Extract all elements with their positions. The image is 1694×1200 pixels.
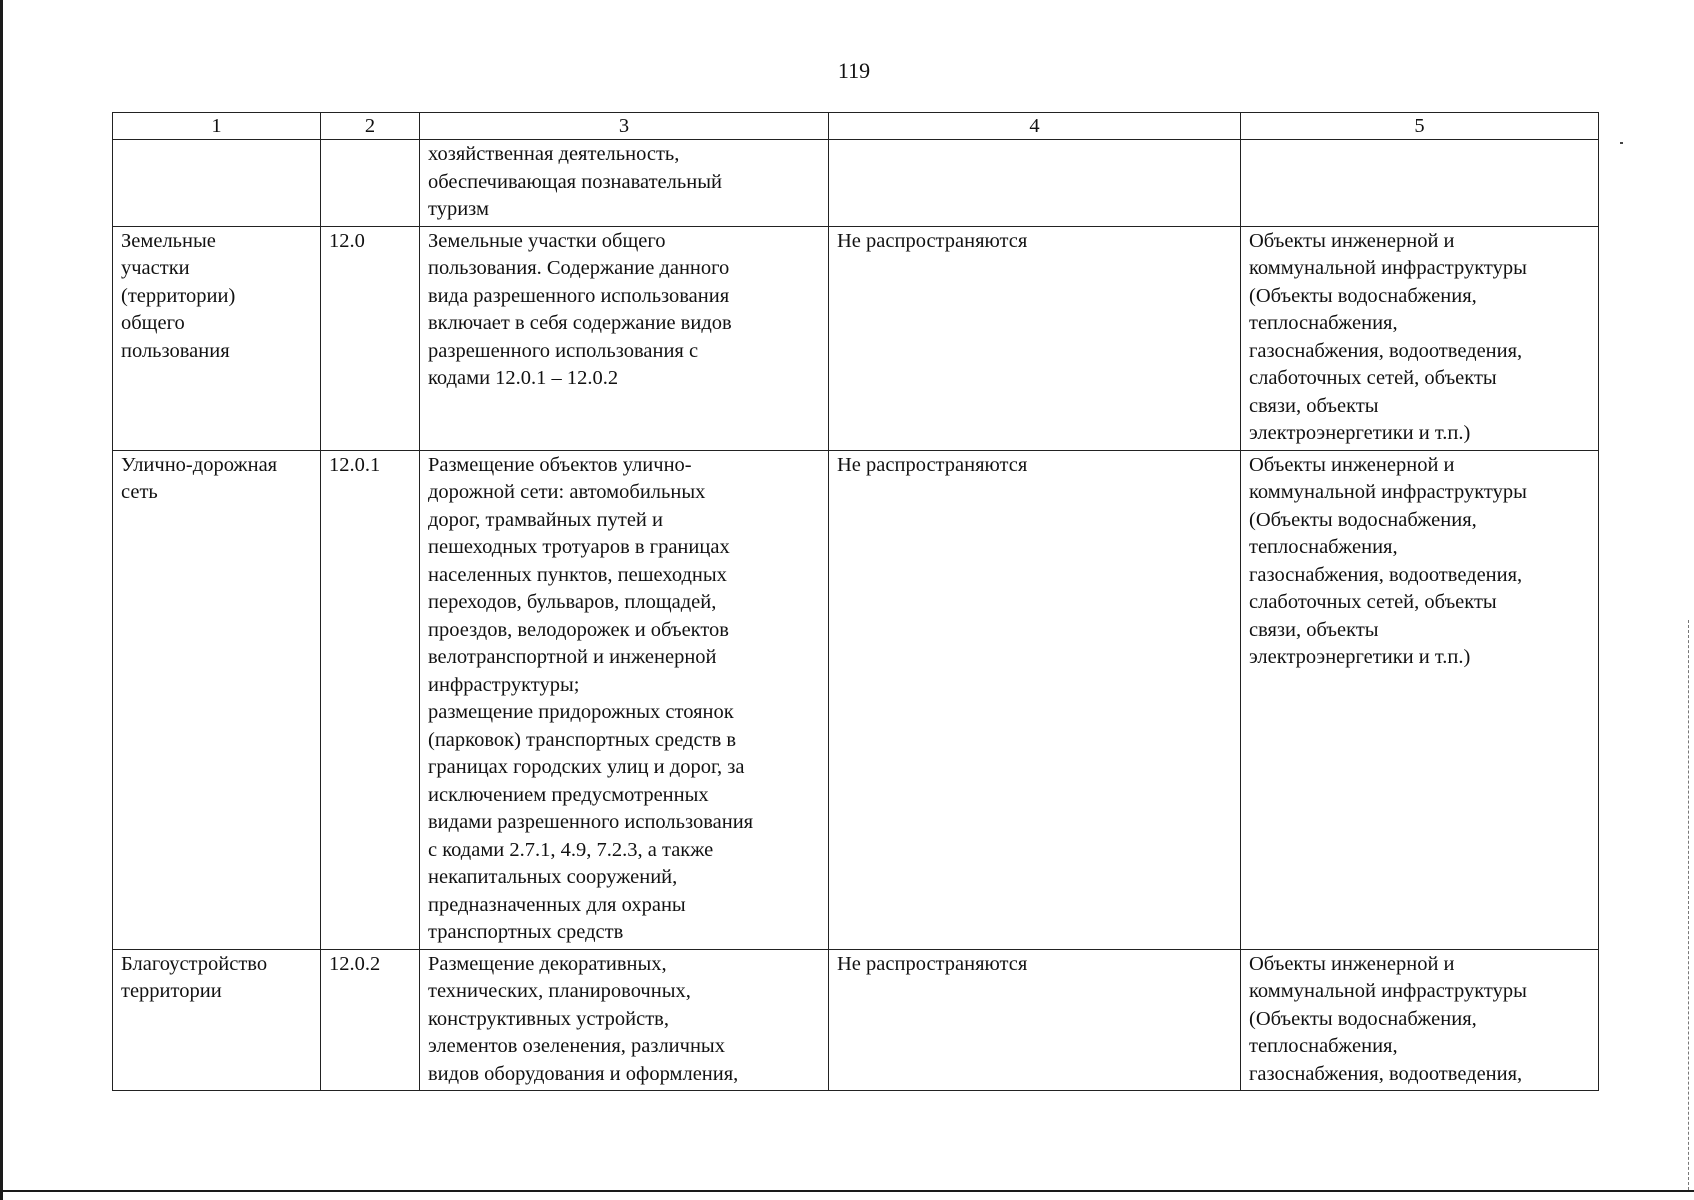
use-description-cell: Размещение объектов улично- дорожной сети: автомобильных дорог, трамвайных путей и пешеходных тротуаров в границах населенных пунктов, пешеходных переходов, бульваров, площадей, проездов, велодорожек и объектов велотранспортной и инженерной инфраструктуры; размещение придорожных стоянок (парковок) транспортных средств в границах городских улиц и дорог, за исключением предусмотренных видами разрешенного использования с кодами 2.7.1, 4.9, 7.2.3, а также некапитальных сооружений, предназначенных для охраны транспортных средств [420,450,829,949]
column-header: 5 [1241,113,1599,140]
use-description-cell: Земельные участки общего пользования. Содержание данного вида разрешенного использования включает в себя содержание видов разрешенного использования с кодами 12.0.1 – 12.0.2 [420,226,829,450]
use-description-cell: хозяйственная деятельность, обеспечивающая познавательный туризм [420,140,829,227]
objects-cell [1241,140,1599,227]
scan-bottom-border [0,1190,1694,1192]
table-row [113,226,1599,450]
limits-cell [829,140,1241,227]
scan-speck [1620,142,1623,144]
use-code-cell: 12.0 [321,226,420,450]
use-name-cell: Улично-дорожная сеть [113,450,321,949]
limits-cell: Не распространяются [829,949,1241,1091]
objects-cell: Объекты инженерной и коммунальной инфраструктуры (Объекты водоснабжения, теплоснабжения, газоснабжения, водоотведения, слаботочных сетей, объекты связи, объекты электроэнергетики и т.п.) [1241,226,1599,450]
use-name-cell: Благоустройство территории [113,949,321,1091]
use-code-cell: 12.0.2 [321,949,420,1091]
page-number: 119 [837,58,871,83]
limits-cell: Не распространяются [829,450,1241,949]
objects-cell: Объекты инженерной и коммунальной инфраструктуры (Объекты водоснабжения, теплоснабжения, газоснабжения, водоотведения, слаботочных сетей, объекты связи, объекты электроэнергетики и т.п.) [1241,450,1599,949]
use-name-cell: Земельные участки (территории) общего пользования [113,226,321,450]
column-header: 1 [113,113,321,140]
column-header: 3 [420,113,829,140]
use-code-cell: 12.0.1 [321,450,420,949]
use-name-cell [113,140,321,227]
limits-cell: Не распространяются [829,226,1241,450]
column-header: 4 [829,113,1241,140]
table-row [113,140,1599,227]
table-row [113,450,1599,949]
scan-right-edge-mark [1688,620,1690,1190]
table-row [113,949,1599,1091]
land-use-table [112,112,1599,1091]
column-header: 2 [321,113,420,140]
use-code-cell [321,140,420,227]
scan-left-border [0,0,3,1200]
objects-cell: Объекты инженерной и коммунальной инфраструктуры (Объекты водоснабжения, теплоснабжения, газоснабжения, водоотведения, [1241,949,1599,1091]
use-description-cell: Размещение декоративных, технических, планировочных, конструктивных устройств, элементов озеленения, различных видов оборудования и оформления, [420,949,829,1091]
table-header-row [113,113,1599,140]
